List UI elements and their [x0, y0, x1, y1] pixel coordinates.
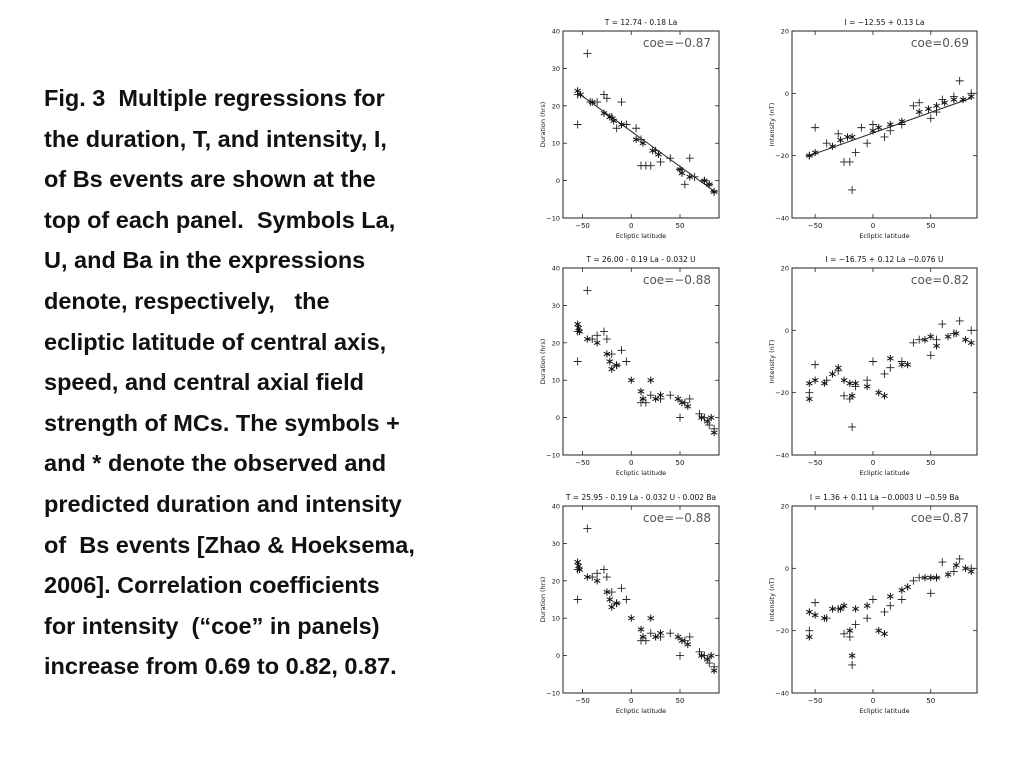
- scatter-panel: [539, 255, 719, 477]
- x-tick-label: 0: [629, 222, 634, 230]
- y-tick-label: 20: [780, 27, 789, 36]
- caption-line: the duration, T, and intensity, I,: [44, 125, 387, 152]
- observed-plus-marker: [863, 614, 871, 622]
- observed-plus-marker: [593, 569, 601, 577]
- predicted-star-marker: [711, 429, 717, 436]
- x-tick-label: 50: [926, 459, 936, 467]
- observed-plus-marker: [857, 124, 865, 132]
- observed-plus-marker: [600, 328, 608, 336]
- caption-line: top of each panel. Symbols La,: [44, 206, 396, 233]
- predicted-star-marker: [806, 380, 812, 387]
- panel-title: T = 26.00 - 0.19 La - 0.032 U: [586, 255, 696, 264]
- plot-frame: [792, 268, 977, 455]
- observed-plus-marker: [600, 566, 608, 574]
- y-tick-label: 0: [555, 652, 560, 661]
- observed-plus-marker: [886, 364, 894, 372]
- x-tick-label: 0: [870, 222, 876, 230]
- y-axis-label: Duration (hrs): [539, 338, 547, 385]
- y-tick-label: 0: [784, 89, 789, 98]
- observed-plus-marker: [938, 558, 946, 566]
- observed-plus-marker: [852, 149, 860, 157]
- observed-plus-marker: [583, 49, 591, 57]
- y-tick-label: 20: [551, 102, 560, 111]
- observed-plus-marker: [846, 158, 854, 166]
- observed-plus-marker: [863, 139, 871, 147]
- predicted-star-marker: [594, 339, 600, 346]
- predicted-star-marker: [847, 380, 853, 387]
- predicted-star-marker: [812, 611, 818, 618]
- observed-plus-marker: [603, 573, 611, 581]
- observed-plus-marker: [686, 154, 694, 162]
- predicted-star-marker: [864, 602, 870, 609]
- observed-plus-marker: [811, 124, 819, 132]
- predicted-star-marker: [812, 377, 818, 384]
- y-tick-label: 20: [551, 577, 560, 586]
- observed-plus-marker: [938, 320, 946, 328]
- x-tick-label: 0: [870, 697, 876, 705]
- y-tick-label: −10: [546, 214, 560, 223]
- scatter-panels: [520, 0, 1024, 768]
- panel-title: T = 12.74 - 0.18 La: [604, 18, 678, 27]
- scatter-panel: [768, 255, 977, 477]
- y-tick-label: 0: [784, 564, 789, 573]
- predicted-star-marker: [887, 121, 893, 128]
- observed-plus-marker: [848, 186, 856, 194]
- observed-plus-marker: [583, 286, 591, 294]
- caption-line: Fig. 3 Multiple regressions for: [44, 85, 385, 111]
- predicted-star-marker: [933, 342, 939, 349]
- observed-plus-marker: [681, 180, 689, 188]
- y-axis-label: Intensity (nT): [768, 102, 776, 147]
- observed-plus-marker: [657, 158, 665, 166]
- observed-plus-marker: [881, 608, 889, 616]
- x-axis-label: Ecliptic latitude: [859, 469, 910, 477]
- observed-plus-marker: [927, 589, 935, 597]
- panel-title: T = 25.95 - 0.19 La - 0.032 U - 0.002 Ba: [565, 493, 717, 502]
- caption-line: and * denote the observed and: [44, 450, 387, 477]
- x-tick-label: −50: [575, 697, 590, 705]
- predicted-star-marker: [655, 151, 661, 158]
- x-tick-label: 0: [870, 459, 876, 467]
- predicted-star-marker: [607, 596, 613, 603]
- coe-annotation: coe=−0.88: [642, 511, 711, 525]
- plot-frame: [792, 31, 977, 218]
- predicted-star-marker: [835, 364, 841, 371]
- y-tick-label: −20: [775, 389, 789, 398]
- y-tick-label: 10: [551, 376, 560, 385]
- observed-plus-marker: [618, 584, 626, 592]
- plot-frame: [792, 506, 977, 693]
- predicted-star-marker: [685, 641, 691, 648]
- predicted-star-marker: [951, 96, 957, 103]
- predicted-star-marker: [628, 615, 634, 622]
- predicted-star-marker: [648, 377, 654, 384]
- predicted-star-marker: [806, 633, 812, 640]
- coe-annotation: coe=−0.88: [642, 273, 711, 287]
- predicted-star-marker: [852, 380, 858, 387]
- x-tick-label: 50: [926, 697, 936, 705]
- observed-plus-marker: [574, 596, 582, 604]
- observed-plus-marker: [956, 77, 964, 85]
- predicted-star-marker: [968, 568, 974, 575]
- observed-plus-marker: [608, 588, 616, 596]
- observed-plus-marker: [647, 162, 655, 170]
- caption-line: U, and Ba in the expressions: [44, 247, 366, 274]
- y-tick-label: −10: [546, 451, 560, 460]
- predicted-star-marker: [638, 388, 644, 395]
- predicted-star-marker: [852, 605, 858, 612]
- x-axis-label: Ecliptic latitude: [859, 232, 910, 240]
- observed-plus-marker: [848, 661, 856, 669]
- y-tick-label: 40: [551, 264, 560, 273]
- observed-plus-marker: [686, 633, 694, 641]
- caption-line: predicted duration and intensity: [44, 490, 402, 517]
- y-tick-label: 20: [780, 264, 789, 273]
- x-tick-label: 50: [675, 697, 685, 705]
- predicted-star-marker: [876, 389, 882, 396]
- observed-plus-marker: [574, 121, 582, 129]
- caption-line: increase from 0.69 to 0.82, 0.87.: [44, 653, 397, 680]
- observed-plus-marker: [622, 121, 630, 129]
- y-tick-label: −20: [775, 152, 789, 161]
- predicted-star-marker: [899, 361, 905, 368]
- plot-frame: [563, 268, 719, 455]
- observed-plus-marker: [881, 370, 889, 378]
- predicted-star-marker: [847, 627, 853, 634]
- x-tick-label: −50: [807, 222, 823, 230]
- regression-figure: [520, 0, 1024, 768]
- coe-annotation: coe=−0.87: [642, 36, 711, 50]
- scatter-panel: [539, 18, 719, 240]
- y-tick-label: −40: [775, 214, 789, 223]
- observed-plus-marker: [686, 395, 694, 403]
- observed-plus-marker: [927, 114, 935, 122]
- observed-plus-marker: [811, 361, 819, 369]
- predicted-star-marker: [685, 403, 691, 410]
- observed-plus-marker: [622, 358, 630, 366]
- x-tick-label: 50: [926, 222, 936, 230]
- x-tick-label: 0: [629, 697, 634, 705]
- observed-plus-marker: [666, 629, 674, 637]
- observed-plus-marker: [666, 391, 674, 399]
- scatter-panel: [768, 493, 977, 715]
- predicted-star-marker: [849, 652, 855, 659]
- y-tick-label: −40: [775, 451, 789, 460]
- y-tick-label: 40: [551, 502, 560, 511]
- y-tick-label: 40: [551, 27, 560, 36]
- plot-frame: [563, 506, 719, 693]
- predicted-star-marker: [887, 593, 893, 600]
- x-axis-label: Ecliptic latitude: [615, 232, 667, 240]
- y-axis-label: Duration (hrs): [539, 576, 547, 623]
- predicted-star-marker: [806, 395, 812, 402]
- observed-plus-marker: [676, 414, 684, 422]
- y-axis-label: Intensity (nT): [768, 339, 776, 384]
- y-tick-label: 20: [780, 502, 789, 511]
- x-tick-label: −50: [575, 222, 590, 230]
- observed-plus-marker: [823, 139, 831, 147]
- panel-title: I = 1.36 + 0.11 La −0.0003 U −0.59 Ba: [809, 493, 960, 502]
- observed-plus-marker: [676, 652, 684, 660]
- predicted-star-marker: [864, 383, 870, 390]
- observed-plus-marker: [811, 599, 819, 607]
- predicted-star-marker: [607, 358, 613, 365]
- predicted-star-marker: [881, 630, 887, 637]
- x-tick-label: −50: [575, 459, 590, 467]
- observed-plus-marker: [691, 173, 699, 181]
- predicted-star-marker: [870, 127, 876, 134]
- y-tick-label: 10: [551, 139, 560, 148]
- y-tick-label: 0: [555, 177, 560, 186]
- predicted-star-marker: [933, 102, 939, 109]
- caption-line: 2006]. Correlation coefficients: [44, 572, 380, 599]
- predicted-star-marker: [904, 361, 910, 368]
- predicted-star-marker: [876, 627, 882, 634]
- y-tick-label: 0: [555, 414, 560, 423]
- coe-annotation: coe=0.69: [910, 36, 969, 50]
- observed-plus-marker: [608, 350, 616, 358]
- x-axis-label: Ecliptic latitude: [859, 707, 910, 715]
- predicted-star-marker: [841, 377, 847, 384]
- predicted-star-marker: [925, 105, 931, 112]
- caption-line: of Bs events are shown at the: [44, 166, 376, 193]
- caption-line: strength of MCs. The symbols +: [44, 409, 400, 436]
- x-tick-label: 0: [629, 459, 634, 467]
- observed-plus-marker: [593, 331, 601, 339]
- predicted-star-marker: [904, 583, 910, 590]
- y-tick-label: −10: [546, 689, 560, 698]
- caption-line: for intensity (“coe” in panels): [44, 612, 380, 639]
- predicted-star-marker: [594, 577, 600, 584]
- y-tick-label: 30: [551, 64, 560, 73]
- y-axis-label: Duration (hrs): [539, 101, 547, 148]
- predicted-star-marker: [962, 336, 968, 343]
- y-tick-label: −40: [775, 689, 789, 698]
- observed-plus-marker: [869, 358, 877, 366]
- scatter-panel: [768, 18, 977, 240]
- y-tick-label: 10: [551, 614, 560, 623]
- y-axis-label: Intensity (nT): [768, 577, 776, 622]
- observed-plus-marker: [927, 351, 935, 359]
- observed-plus-marker: [956, 555, 964, 563]
- predicted-star-marker: [806, 608, 812, 615]
- observed-plus-marker: [967, 326, 975, 334]
- predicted-star-marker: [648, 615, 654, 622]
- predicted-star-marker: [887, 355, 893, 362]
- scatter-panel: [539, 493, 719, 715]
- y-tick-label: −20: [775, 627, 789, 636]
- observed-plus-marker: [574, 358, 582, 366]
- panel-title: I = −16.75 + 0.12 La −0.076 U: [825, 255, 944, 264]
- caption-line: of Bs events [Zhao & Hoeksema,: [44, 531, 415, 558]
- observed-plus-marker: [881, 133, 889, 141]
- y-tick-label: 20: [551, 339, 560, 348]
- observed-plus-marker: [956, 317, 964, 325]
- predicted-star-marker: [711, 667, 717, 674]
- observed-plus-marker: [618, 346, 626, 354]
- x-tick-label: −50: [807, 697, 823, 705]
- panel-title: I = −12.55 + 0.13 La: [844, 18, 925, 27]
- x-axis-label: Ecliptic latitude: [615, 707, 667, 715]
- predicted-star-marker: [928, 333, 934, 340]
- x-tick-label: −50: [807, 459, 823, 467]
- observed-plus-marker: [622, 596, 630, 604]
- observed-plus-marker: [886, 602, 894, 610]
- x-tick-label: 50: [675, 222, 685, 230]
- y-tick-label: 30: [551, 539, 560, 548]
- predicted-star-marker: [638, 626, 644, 633]
- predicted-star-marker: [628, 377, 634, 384]
- coe-annotation: coe=0.82: [910, 273, 969, 287]
- observed-plus-marker: [603, 335, 611, 343]
- figure-caption: [44, 78, 514, 687]
- observed-plus-marker: [852, 620, 860, 628]
- observed-plus-marker: [583, 524, 591, 532]
- observed-plus-marker: [618, 98, 626, 106]
- caption-line: speed, and central axial field: [44, 369, 364, 396]
- observed-plus-marker: [898, 596, 906, 604]
- x-tick-label: 50: [675, 459, 685, 467]
- predicted-star-marker: [968, 339, 974, 346]
- observed-plus-marker: [632, 124, 640, 132]
- predicted-star-marker: [829, 370, 835, 377]
- predicted-star-marker: [881, 392, 887, 399]
- predicted-star-marker: [945, 333, 951, 340]
- observed-plus-marker: [848, 423, 856, 431]
- caption-line: denote, respectively, the: [44, 287, 330, 314]
- y-tick-label: 30: [551, 301, 560, 310]
- predicted-star-marker: [916, 108, 922, 115]
- predicted-star-marker: [945, 571, 951, 578]
- observed-plus-marker: [869, 596, 877, 604]
- caption-line: ecliptic latitude of central axis,: [44, 328, 387, 355]
- plot-frame: [563, 31, 719, 218]
- predicted-star-marker: [899, 587, 905, 594]
- y-tick-label: 0: [784, 326, 789, 335]
- predicted-star-marker: [844, 133, 850, 140]
- coe-annotation: coe=0.87: [910, 511, 969, 525]
- x-axis-label: Ecliptic latitude: [615, 469, 667, 477]
